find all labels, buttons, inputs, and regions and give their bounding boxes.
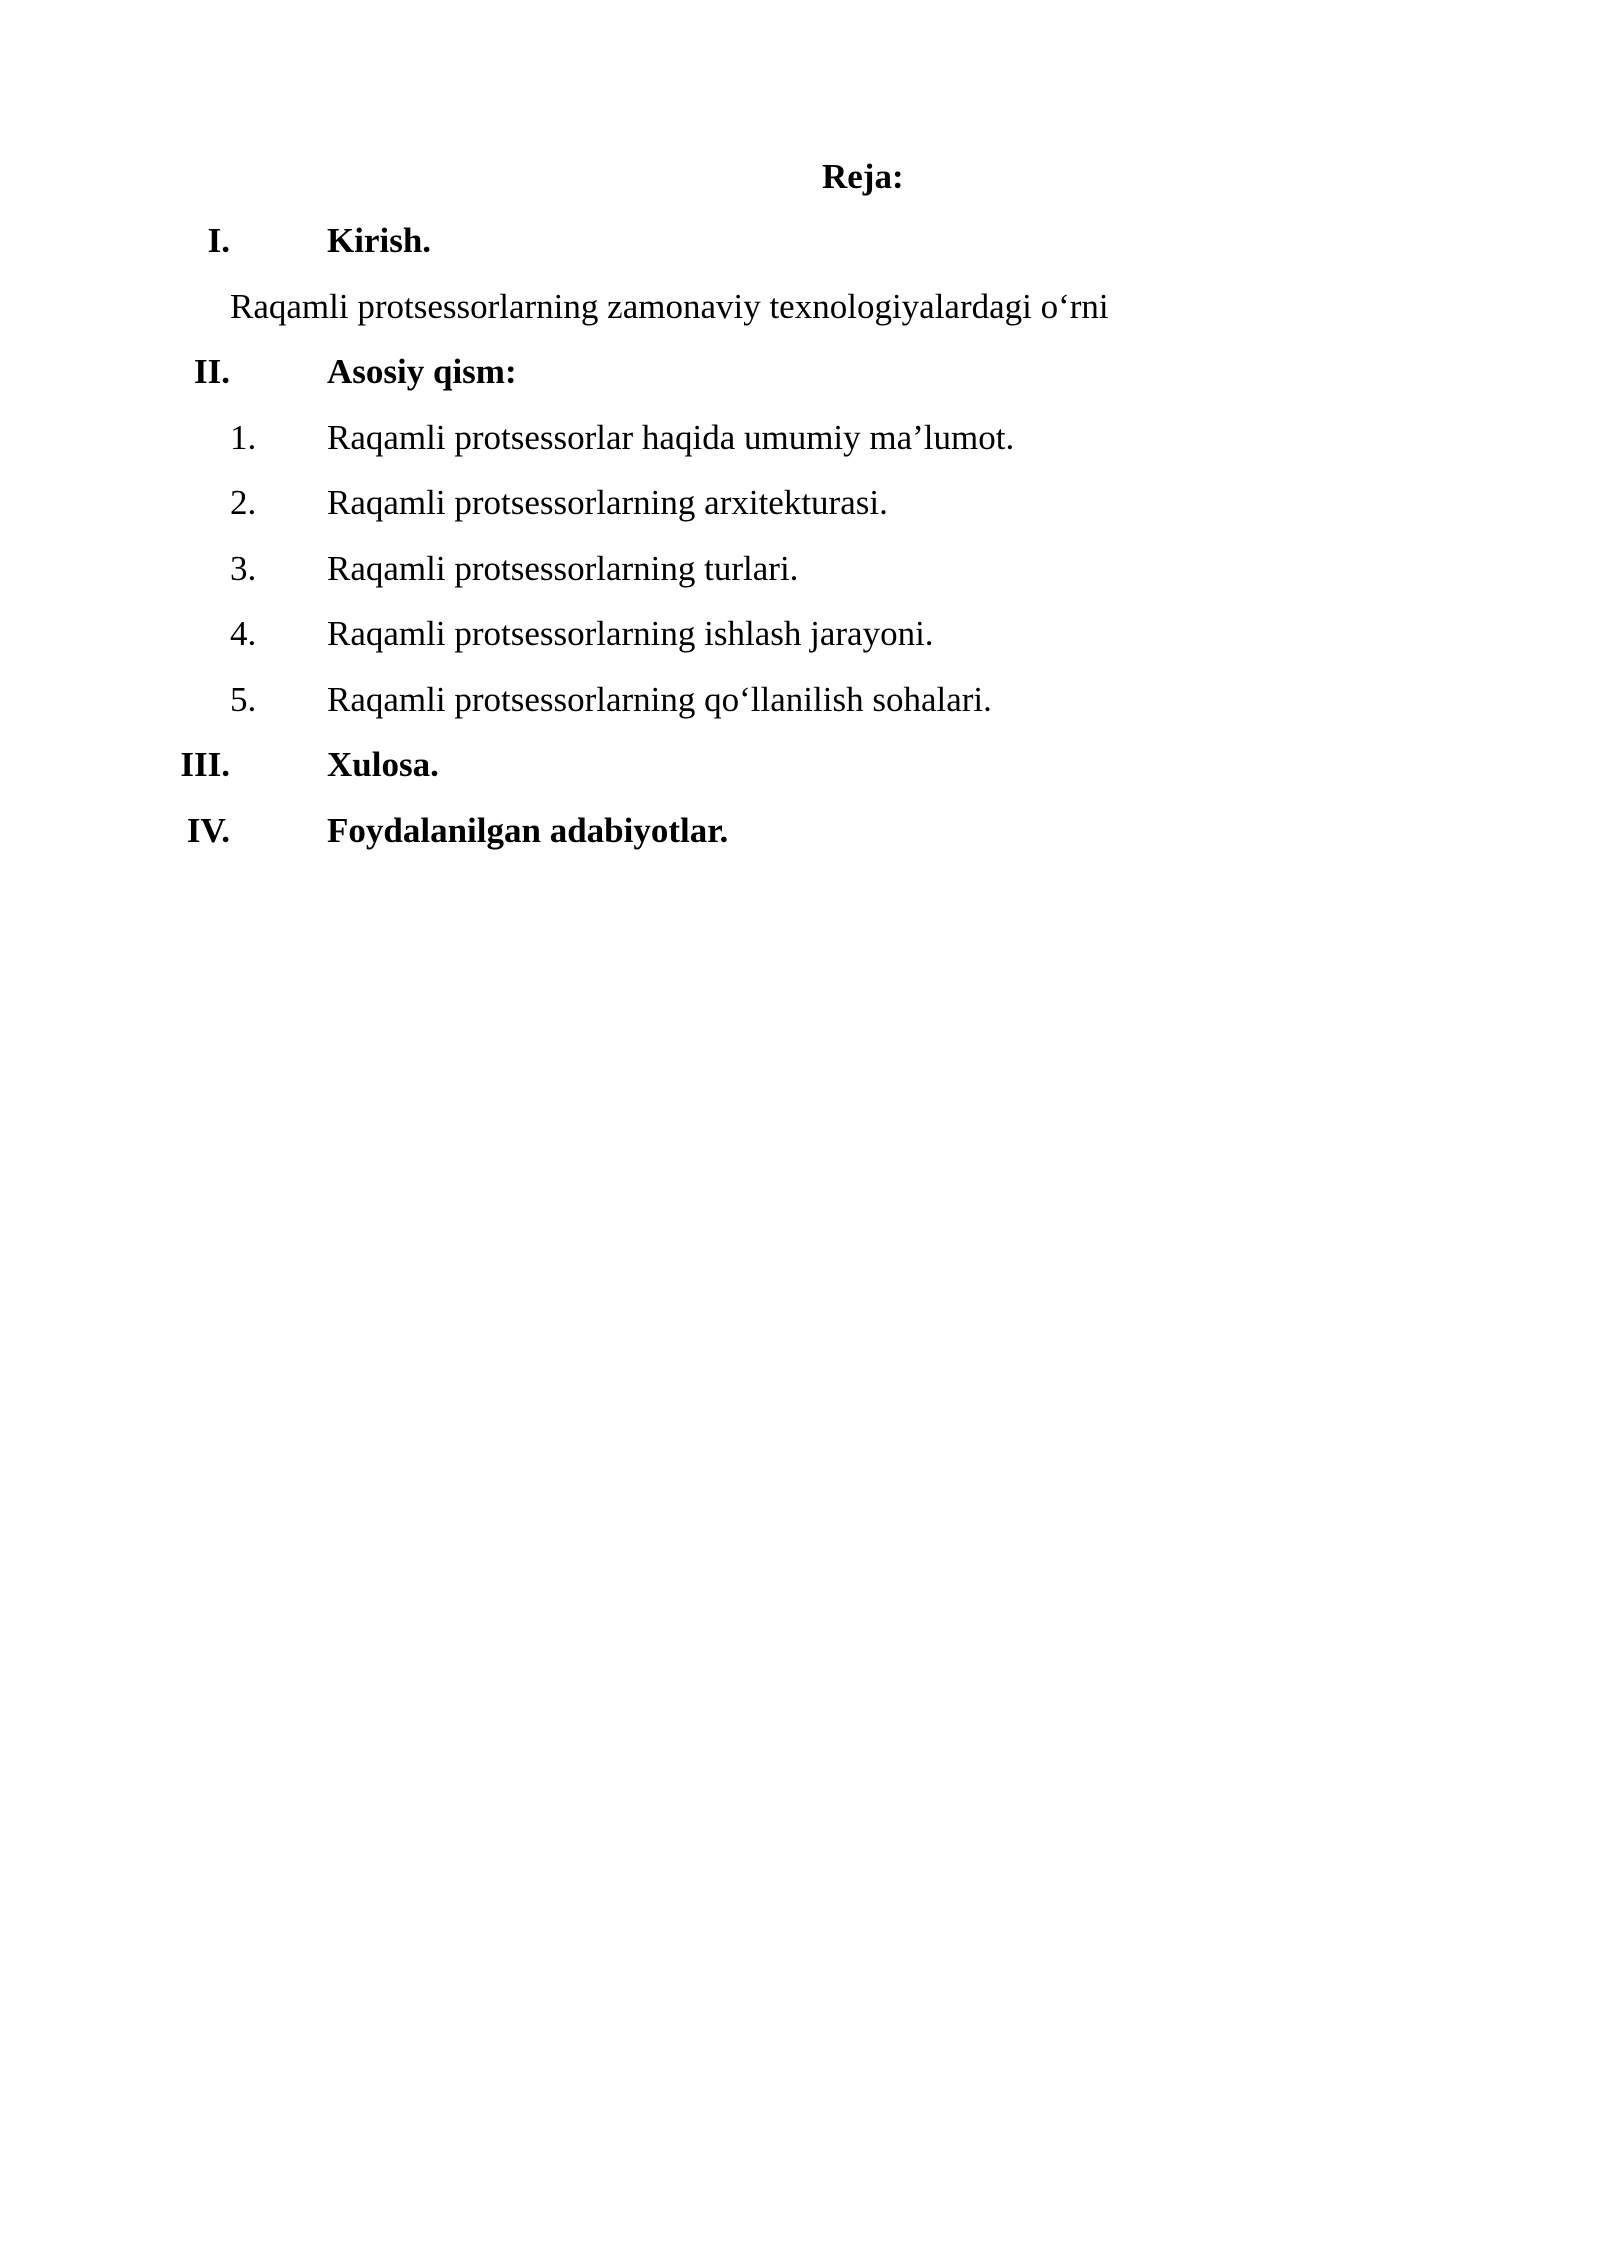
section-introduction [0,217,1500,265]
introduction-topic [0,283,1500,331]
list-item-text: Raqamli protsessorlarning qo‘llanilish sohalari. [327,680,992,719]
list-item [0,676,1500,724]
list-item-text: Raqamli protsessorlarning arxitekturasi. [327,483,888,522]
section-numeral: I. [207,221,230,260]
introduction-text: Raqamli protsessorlarning zamonaviy texnologiyalardagi o‘rni [230,287,1109,326]
section-conclusion [0,741,1500,789]
section-heading: Xulosa. [327,745,439,784]
section-heading: Kirish. [327,221,432,260]
section-heading: Foydalanilgan adabiyotlar. [327,811,729,850]
list-item [0,610,1500,658]
section-numeral: III. [180,745,230,784]
section-numeral: IV. [186,811,230,850]
list-item-number: 3. [230,549,257,588]
list-item-text: Raqamli protsessorlar haqida umumiy ma’lumot. [327,418,1015,457]
list-item-text: Raqamli protsessorlarning ishlash jarayoni. [327,614,934,653]
section-references [0,807,1500,855]
section-numeral: II. [194,352,230,391]
list-item-number: 5. [230,680,257,719]
list-item-number: 1. [230,418,257,457]
list-item-number: 2. [230,483,257,522]
list-item [0,479,1500,527]
plan-title: Reja: [822,157,904,196]
section-main-part [0,348,1500,396]
section-heading: Asosiy qism: [327,352,517,391]
list-item-number: 4. [230,614,257,653]
list-item [0,414,1500,462]
list-item [0,545,1500,593]
list-item-text: Raqamli protsessorlarning turlari. [327,549,799,588]
